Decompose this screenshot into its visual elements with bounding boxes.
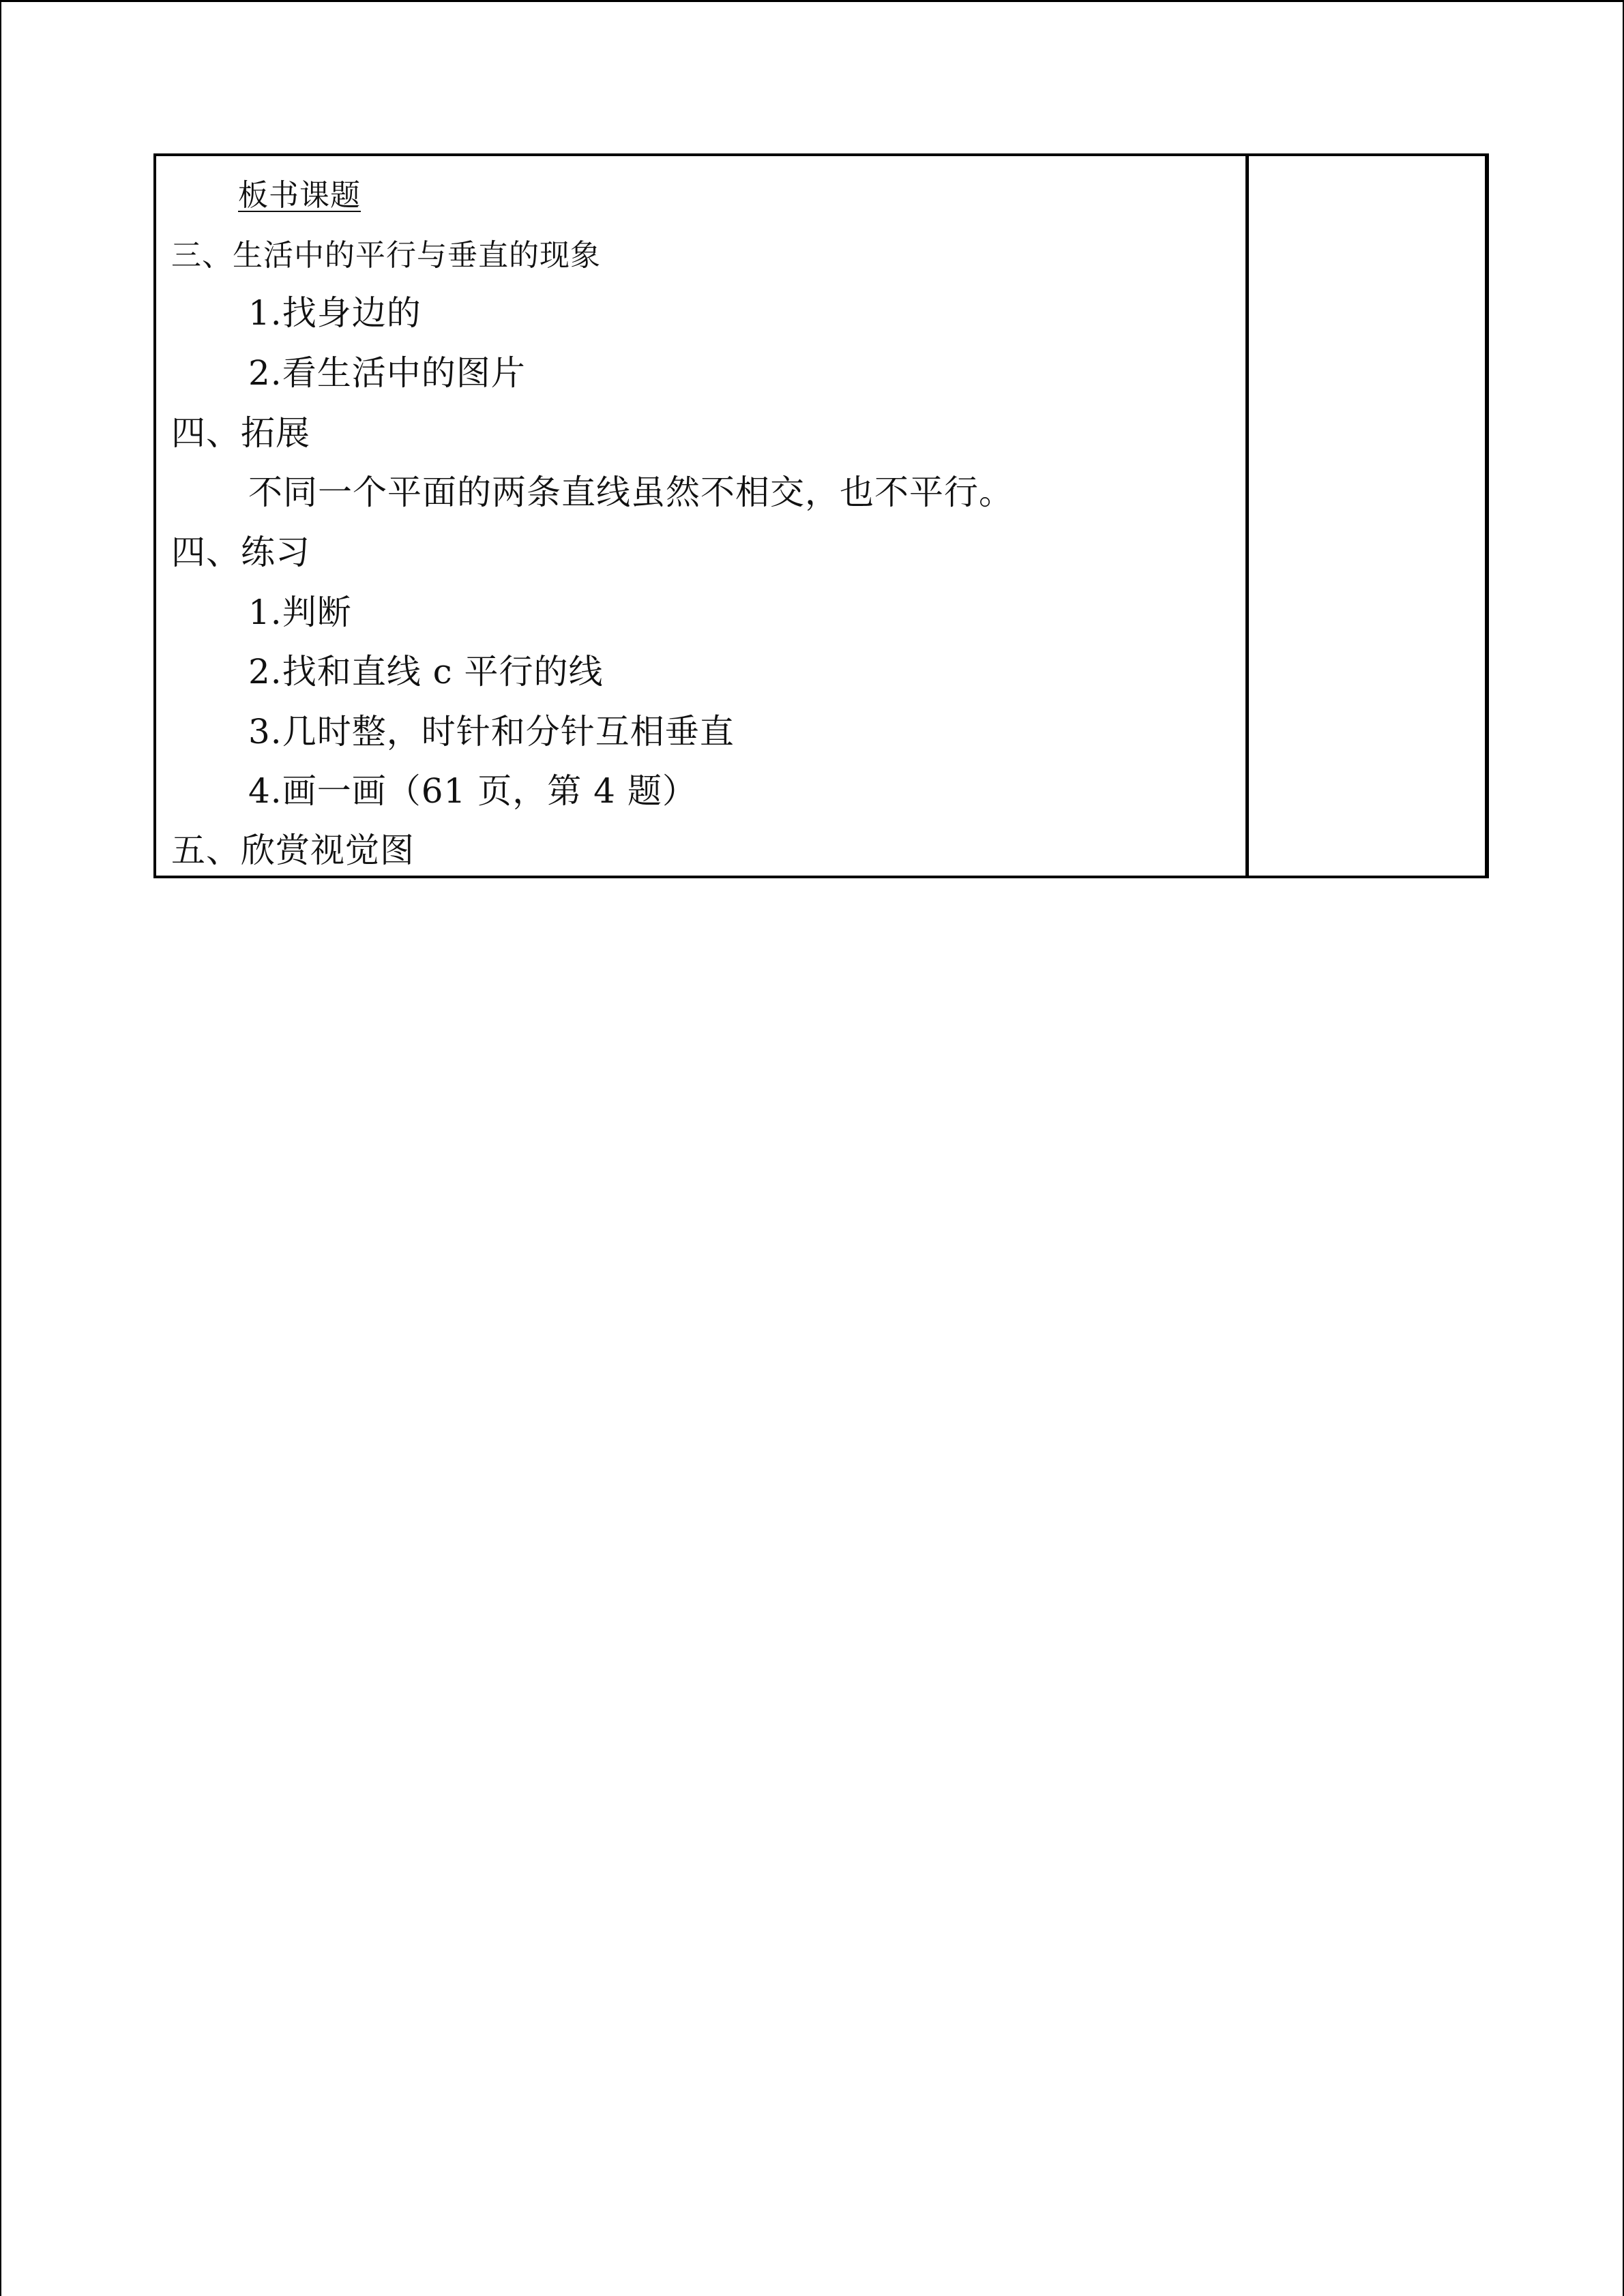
practice-item-3: 3.几时整，时针和分针互相垂直 [248, 712, 735, 751]
lesson-content-cell [156, 156, 1245, 876]
page-left-border [0, 0, 1, 2296]
section-five-heading: 五、欣赏视觉图 [171, 831, 415, 870]
section-three-item-2: 2.看生活中的图片 [248, 353, 526, 393]
board-title-line: 板书课题 [238, 178, 361, 213]
extension-statement: 不同一个平面的两条直线虽然不相交，也不平行。 [248, 473, 1014, 512]
section-four-practice-heading: 四、练习 [171, 533, 310, 572]
lesson-plan-table [153, 153, 1489, 878]
section-three-heading: 三、生活中的平行与垂直的现象 [171, 238, 601, 273]
practice-item-1: 1.判断 [248, 593, 352, 632]
column-divider [1245, 156, 1249, 876]
practice-item-2: 2.找和直线 c 平行的线 [248, 652, 604, 691]
section-four-extension-heading: 四、拓展 [171, 413, 310, 453]
page-top-border [0, 0, 1624, 2]
practice-item-4: 4.画一画（61 页，第 4 题） [248, 771, 697, 811]
table-right-edge [1485, 153, 1489, 878]
section-three-item-1: 1.找身边的 [248, 293, 422, 333]
